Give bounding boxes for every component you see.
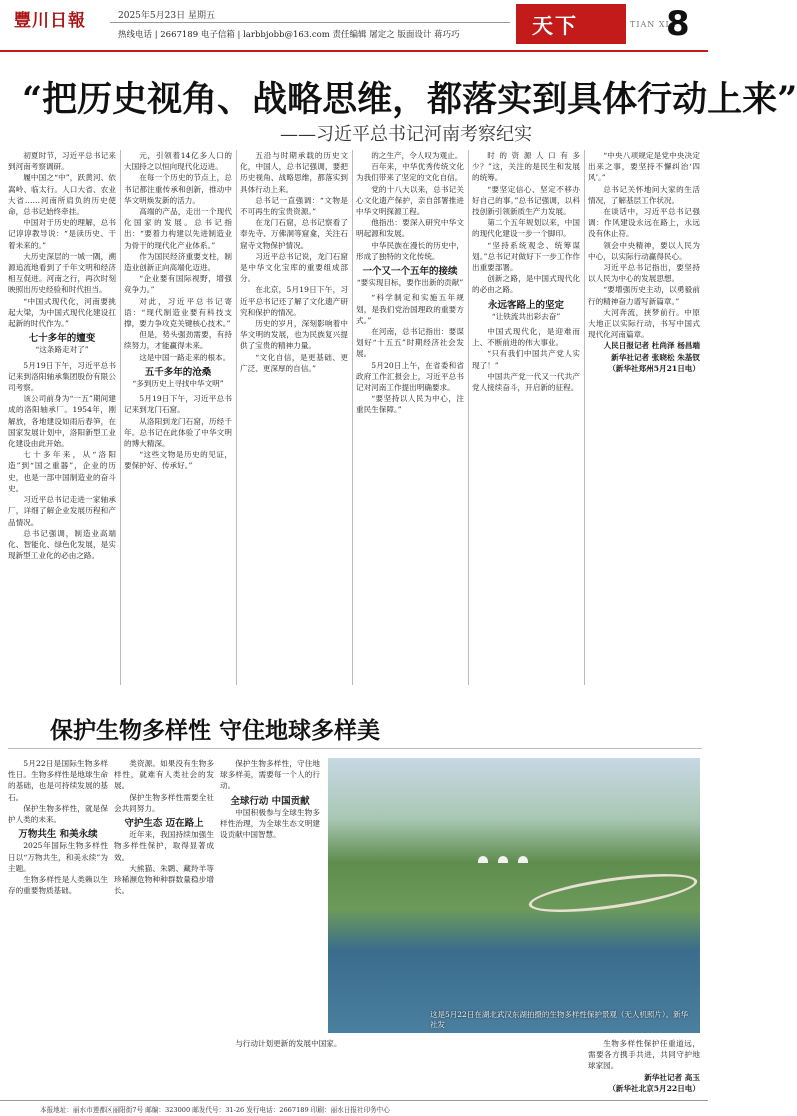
paragraph: 党的十八大以来，总书记关心文化遗产保护，亲自部署推进中华文明探源工程。: [356, 184, 464, 217]
article-column-6: [588, 150, 700, 685]
section-quote: “多到历史上寻找中华文明”: [132, 379, 224, 389]
bio-column-3: [220, 758, 320, 1033]
paragraph: 履中国之“中”，跃黄河、依嵩岭、临太行。人口大省、农业大省……河南所肩负的历史使命，总书记始终牵挂。: [8, 173, 116, 217]
paragraph: 这是中国一路走来的根本。: [139, 352, 231, 362]
paragraph: 大历史深层的一城一隅，溯源追流地看到了千年文明和经济相互促进。河南之行，再次时刻映照出历史经验和时代担当。: [8, 251, 116, 295]
section-quote: “这条路走对了”: [35, 345, 89, 355]
section-heading: 万物共生 和美永续: [18, 829, 98, 841]
paragraph: 保护生物多样性需要全社会共同努力。: [114, 792, 214, 813]
story-divider: [8, 748, 702, 749]
paragraph: 历史的岁月，深刻影响着中华文明的发展，也为民族复兴提供了宝贵的精神力量。: [240, 319, 348, 351]
dateline: （新华社郑州5月21日电）: [608, 363, 700, 373]
section-quote: “要实现目标，要作出新的贡献”: [356, 278, 464, 288]
paragraph: “要坚定信心、坚定不移办好自己的事。”总书记强调，以科技创新引领新质生产力发展。: [472, 184, 580, 217]
paragraph: 七十多年来，从“洛阳造”到“国之重器”，企业的历史，也是一部中国制造业的奋斗史。: [8, 450, 116, 493]
paragraph: 近年来，我国持续加强生物多样性保护，取得显著成效。: [114, 830, 214, 862]
bio-column-4: [220, 1038, 480, 1088]
paragraph: 5月22日是国际生物多样性日。生物多样性是地球生命的基础，也是可持续发展的基石。: [8, 759, 108, 802]
paragraph: 5月19日下午，习近平总书记来到洛阳轴承集团股份有限公司考察。: [8, 360, 116, 393]
paragraph: 中华民族在漫长的历史中，形成了独特的文化传统。: [356, 240, 464, 261]
paragraph: 习近平总书记指出，要坚持以人民为中心的发展思想。: [588, 263, 700, 284]
paragraph: 生物多样性是人类赖以生存的重要物质基础。: [8, 875, 108, 896]
contact-line: 热线电话 | 2667189 电子信箱 | larbbjobb@163.com 责任编辑 屠定之 版面设计 蒋巧巧: [118, 30, 460, 40]
section-title: 天下: [532, 13, 578, 38]
section-heading: 一个又一个五年的接续: [362, 266, 458, 278]
masthead-rule: [0, 50, 708, 52]
article-column-3: [240, 150, 348, 685]
issue-date: 2025年5月23日 星期五: [118, 11, 215, 21]
paragraph: “只有我们中国共产党人实现了！”: [472, 349, 580, 370]
paragraph: 作为国民经济重要支柱，制造业创新正向高端化迈进。: [124, 251, 232, 273]
lead-subheadline: ——习近平总书记河南考察纪实: [280, 124, 532, 145]
photo-walkway: [527, 866, 700, 919]
column-body: [8, 360, 116, 562]
byline: 新华社记者 高玉: [644, 1072, 700, 1082]
column-body: [8, 758, 108, 825]
masthead: [0, 0, 708, 52]
paragraph: 中国式现代化，是迎难而上、不断前进的伟大事业。: [472, 327, 580, 348]
article-column-1: [8, 150, 116, 685]
paragraph: 高端的产品，走出一个现代化国家的发展。总书记指出：“要着力构建以先进制造业为骨干的现代化产业体系。”: [124, 207, 232, 250]
byline: 人民日报记者 杜尚泽 杨昌端 新华社记者 张晓松 朱基钗: [603, 341, 700, 362]
second-headline: 保护生物多样性 守住地球多样美: [50, 717, 381, 744]
section-heading: 永远客路上的坚定: [487, 299, 564, 311]
column-body: [220, 807, 320, 841]
paragraph: 中国积极参与全球生物多样性治理，为全球生态文明建设贡献中国智慧。: [220, 807, 320, 840]
paragraph: 创新之路，是中国式现代化的必由之路。: [472, 274, 580, 295]
paragraph: “中央八项规定是党中央决定出来之事，要坚持不懈纠治‘四风’。”: [588, 151, 700, 183]
paragraph: 在谈话中，习近平总书记强调：作风建设永远在路上，永远没有休止符。: [588, 207, 700, 239]
column-body: [356, 150, 464, 262]
article-column-4: [356, 150, 464, 685]
photo-tent: [478, 856, 488, 863]
column-divider: [584, 150, 585, 685]
paragraph: 对此，习近平总书记寄语：“现代制造业要有科技支撑，要力争攻克关键核心技术。”: [124, 296, 232, 329]
page-number: 8: [666, 4, 690, 44]
column-body: [588, 1038, 700, 1072]
lead-headline: “把历史视角、战略思维，都落实到具体行动上来”: [22, 79, 797, 120]
paragraph: 元，引领着14亿多人口的大国持之以恒向现代化迈进。: [124, 151, 232, 172]
paragraph: 大河奔流，挟梦前行。中原大地正以实际行动，书写中国式现代化河南篇章。: [588, 307, 700, 340]
dateline: （新华社北京5月22日电）: [608, 1083, 700, 1093]
paragraph: 2025年国际生物多样性日以“万物共生，和美永续”为主题。: [8, 841, 108, 873]
section-heading: 五千多年的沧桑: [144, 366, 212, 378]
paragraph: 该公司前身为“一五”期间建成的洛阳轴承厂。1954年，刚解放，各地建设如雨后春笋，在国家发展计划中，洛阳新型工业化建设由此开始。: [8, 394, 116, 449]
column-body: [114, 758, 214, 814]
header-divider: [110, 22, 510, 23]
paragraph: 在河南，总书记指出：要谋划好“十五五”时期经济社会发展。: [356, 327, 464, 359]
paragraph: 5月20日上午，在省委和省政府工作汇报会上，习近平总书记对河南工作提出明确要求。: [356, 360, 464, 393]
paragraph: “要坚持以人民为中心，注重民生保障。”: [356, 394, 464, 415]
column-divider: [352, 150, 353, 685]
bio-column-5: [588, 1038, 700, 1093]
paragraph: 总书记强调，制造业高端化、智能化、绿色化发展，是实现新型工业化的必由之路。: [8, 528, 116, 561]
column-body: [472, 326, 580, 393]
newspaper-logo: 豐川日報: [14, 11, 86, 31]
paragraph: 总书记关怀地问大家的生活情况，了解基层工作状况。: [588, 184, 700, 205]
paragraph: 五沿与时期承载的历史文化，中国人，总书记强调，要把历史视角、战略思维，都落实到具体行动上来。: [240, 151, 348, 194]
column-body: [114, 829, 214, 896]
paragraph: “坚持系统观念、统筹谋划。”总书记对做好下一步工作作出重要部署。: [472, 240, 580, 273]
paragraph: 在北京，5月19日下午，习近平总书记还了解了文化遗产研究和保护的情况。: [240, 285, 348, 317]
column-divider: [236, 150, 237, 685]
paragraph: 但是，势头强劲需要，有持续努力，才能赢得未来。: [124, 330, 232, 351]
section-heading: 七十多年的嬗变: [28, 333, 96, 345]
column-body: [240, 150, 348, 374]
paragraph: 在每一个历史的节点上，总书记都注重传承和创新，推动中华文明焕发新的活力。: [124, 173, 232, 205]
article-column-5: [472, 150, 580, 685]
page-footer: 本报地址：丽水市莲都区丽阳街7号 邮编：323000 邮发代号：31-26 发行电话：2667189 印刷：丽水日报社印务中心: [0, 1100, 708, 1116]
bio-column-2: [114, 758, 214, 1088]
column-divider: [468, 150, 469, 685]
section-quote: “让铁流共出彩去奋”: [491, 311, 561, 321]
paragraph: 初夏时节，习近平总书记来到河南考察调研。: [8, 151, 116, 172]
paragraph: “文化自信，是更基础、更广泛、更深厚的自信。”: [240, 352, 348, 373]
paragraph: 时的资源人口有多少？”这，关注的是民生和发展的统筹。: [472, 151, 580, 183]
paragraph: 从洛阳到龙门石窟，历经千年。总书记在此体验了中华文明的博大精深。: [124, 416, 232, 449]
paragraph: 5月19日下午，习近平总书记来到龙门石窟。: [124, 394, 232, 415]
paragraph: 类资源。如果没有生物多样性，就难有人类社会的发展。: [114, 759, 214, 791]
paragraph: 在龙门石窟，总书记察看了奉先寺、万佛洞等窟龛，关注石窟寺文物保护情况。: [240, 218, 348, 250]
column-body: [588, 150, 700, 340]
column-body: [220, 1038, 480, 1049]
photo-tent: [518, 856, 528, 863]
paragraph: 第二个五年规划以来，中国的现代化建设一步一个脚印。: [472, 218, 580, 239]
paragraph: 中国对于历史的理解，总书记谆谆教导说：“是读历史、干着未来的。”: [8, 218, 116, 250]
paragraph: 他指出：要深入研究中华文明起源和发展。: [356, 218, 464, 239]
bio-column-1: [8, 758, 108, 1088]
column-body: [472, 150, 580, 296]
lead-article: [8, 150, 702, 685]
paragraph: 保护生物多样性，守住地球多样美，需要每一个人的行动。: [220, 759, 320, 791]
paragraph: “企业要有国际视野，增强竞争力。”: [124, 274, 232, 295]
paragraph: 大熊猫、朱鹮、藏羚羊等珍稀濒危物种种群数量稳步增长。: [114, 863, 214, 896]
photo-caption: 这是5月22日在湖北武汉东湖拍摄的生物多样性保护景观（无人机照片）。新华社发: [430, 1010, 689, 1029]
paragraph: 的之生产，令人叹为观止。: [371, 151, 463, 160]
paragraph: 习近平总书记说，龙门石窟是中华文化宝库的重要组成部分。: [240, 251, 348, 284]
column-body: [220, 758, 320, 792]
column-body: [356, 292, 464, 415]
column-divider: [120, 150, 121, 685]
paragraph: “科学制定和实施五年规划，是我们党治国理政的重要方式。”: [356, 293, 464, 325]
paragraph: 百年来，中华优秀传统文化为我们带来了坚定的文化自信。: [356, 162, 464, 183]
column-body: [124, 393, 232, 471]
paragraph: 总书记一直强调：“文物是不可再生的宝贵资源。”: [240, 195, 348, 217]
paragraph: “中国式现代化，河南要挑起大梁，为中国式现代化建设扛起新的时代作为。”: [8, 296, 116, 329]
paragraph: 习近平总书记走进一家轴承厂，详细了解企业发展历程和产品情况。: [8, 495, 116, 527]
column-body: [8, 150, 116, 329]
paragraph: 中国共产党一代又一代共产党人接续奋斗，开启新的征程。: [472, 371, 580, 393]
paragraph: 生物多样性保护任重道远，需要各方携手共进，共同守护地球家园。: [588, 1039, 700, 1071]
paragraph: “这些文物是历史的见证，要保护好、传承好。”: [124, 450, 232, 471]
section-title-en: TIAN XIA: [630, 20, 677, 29]
article-column-2: [124, 150, 232, 685]
paragraph: “要增强历史主动，以勇毅前行的精神奋力谱写新篇章。”: [588, 285, 700, 306]
section-heading: 全球行动 中国贡献: [230, 795, 310, 807]
section-heading: 守护生态 迈在路上: [124, 818, 204, 830]
lake-aerial-photo: [328, 758, 700, 1033]
column-body: [8, 840, 108, 896]
column-body: [124, 150, 232, 363]
paragraph: 与行动计划更新的发展中国家。: [235, 1039, 342, 1048]
paragraph: 保护生物多样性，就是保护人类的未来。: [8, 803, 108, 825]
paragraph: 领会中央精神，要以人民为中心，以实际行动赢得民心。: [588, 240, 700, 261]
photo-tent: [498, 856, 508, 863]
